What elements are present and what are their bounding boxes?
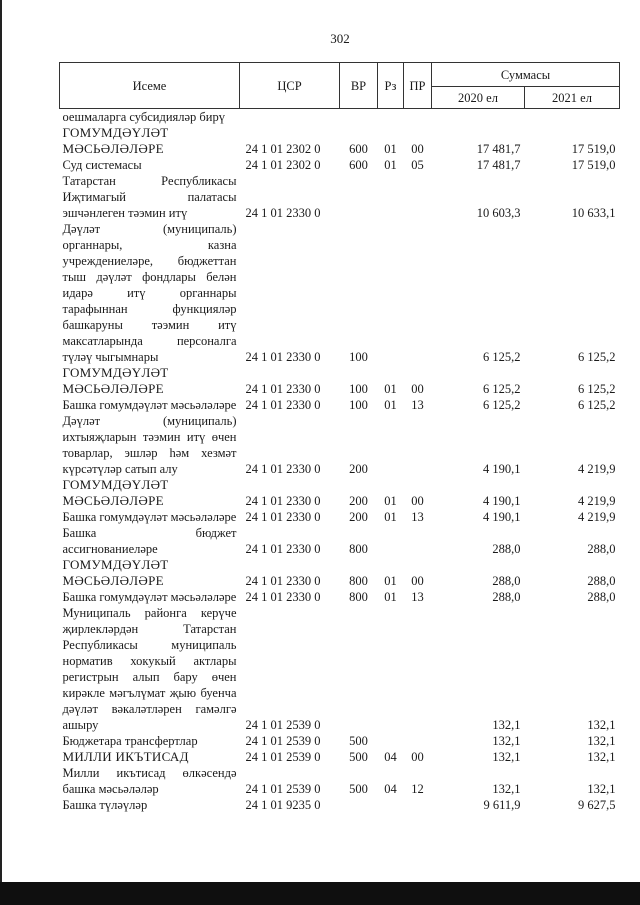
cell-y2021: 6 125,2 [578,382,616,396]
cell-name: Башка гомумдәүләт мәсьәләләре [62,590,237,604]
table-body [60,109,620,814]
cell-vr [340,173,378,221]
cell-pr: 13 [411,510,424,524]
cell-y2020: 288,0 [492,574,521,588]
cell-pr [404,733,432,749]
cell-rz: 01 [384,382,397,396]
cell-name: ГОМУМДӘҮЛӘТ МӘСЬӘЛӘЛӘРЕ [62,557,169,588]
cell-y2020: 132,1 [492,782,521,796]
cell-csr: 24 1 01 2330 0 [245,590,321,604]
scan-bottom-bar [0,882,640,905]
cell-y2020: 4 190,1 [483,462,521,476]
cell-pr [404,221,432,365]
cell-csr: 24 1 01 2330 0 [245,542,321,556]
table-row [60,765,620,797]
cell-pr: 00 [411,382,424,396]
cell-vr: 200 [349,462,368,476]
cell-csr: 24 1 01 9235 0 [245,798,321,812]
cell-pr: 12 [411,782,424,796]
cell-pr [404,109,432,126]
cell-vr: 500 [349,750,368,764]
cell-name: Милли икътисад өлкәсендә башка мәсьәләләр [62,766,237,796]
cell-y2021: 6 125,2 [578,350,616,364]
table-row [60,109,620,126]
cell-rz [378,605,404,733]
cell-y2021: 4 219,9 [578,494,616,508]
table-row [60,157,620,173]
cell-y2021: 17 519,0 [571,158,616,172]
header-sums: Суммасы [432,63,620,87]
cell-csr: 24 1 01 2302 0 [245,158,321,172]
cell-y2021: 288,0 [587,542,616,556]
cell-y2021: 132,1 [587,782,616,796]
cell-vr: 800 [349,574,368,588]
cell-y2021: 10 633,1 [571,206,616,220]
cell-y2020: 6 125,2 [483,398,521,412]
cell-csr: 24 1 01 2539 0 [245,782,321,796]
table-row [60,365,620,397]
cell-name: Башка гомумдәүләт мәсьәләләре [62,510,237,524]
cell-pr: 00 [411,574,424,588]
table-row [60,749,620,765]
table-row [60,477,620,509]
cell-name: Дәүләт (муниципаль) ихтыяҗларын тәэмин итү өчен товарлар, эшләр һәм хезмәт күрсәтүләр сатып алу [62,414,237,476]
cell-vr: 100 [349,382,368,396]
cell-vr: 600 [349,142,368,156]
budget-table [59,62,620,813]
cell-rz [378,733,404,749]
cell-rz: 01 [384,398,397,412]
cell-vr: 800 [349,590,368,604]
cell-csr: 24 1 01 2539 0 [245,734,321,748]
cell-y2020: 6 125,2 [483,350,521,364]
table-row [60,125,620,157]
table-row [60,397,620,413]
cell-vr: 600 [349,158,368,172]
cell-vr: 200 [349,494,368,508]
cell-y2021: 132,1 [587,718,616,732]
table-row [60,173,620,221]
cell-rz: 01 [384,574,397,588]
cell-pr [404,525,432,557]
cell-csr: 24 1 01 2330 0 [245,398,321,412]
cell-rz [378,173,404,221]
cell-name: оешмаларга субсидияләр бирү [62,110,225,124]
cell-pr: 13 [411,590,424,604]
cell-rz: 04 [384,750,397,764]
cell-rz: 04 [384,782,397,796]
header-vr: ВР [340,63,378,109]
cell-name: Дәүләт (муниципаль) органнары, казна учреждениеләре, бюджеттан тыш дәүләт фондлары белән идарә итү органнары тарафыннан функцияләр башкаруны тәэмин итү максатларында персоналга түләү чыгымнары [62,222,237,364]
cell-csr: 24 1 01 2539 0 [245,750,321,764]
header-year-2020: 2020 ел [432,87,525,109]
cell-y2020: 9 611,9 [483,798,521,812]
cell-y2020: 10 603,3 [476,206,521,220]
cell-vr: 800 [349,542,368,556]
cell-vr [340,605,378,733]
cell-csr: 24 1 01 2330 0 [245,574,321,588]
cell-name: ГОМУМДӘҮЛӘТ МӘСЬӘЛӘЛӘРЕ [62,125,169,156]
cell-name: Башка гомумдәүләт мәсьәләләре [62,398,237,412]
cell-y2020: 288,0 [492,542,521,556]
cell-pr [404,413,432,477]
cell-y2020: 4 190,1 [483,494,521,508]
cell-name: Татарстан Республикасы Иҗтимагый палатасы эшчәнлеген тәэмин итү [62,174,237,220]
table-row [60,557,620,589]
cell-name: Башка түләүләр [62,798,148,812]
cell-csr: 24 1 01 2330 0 [245,510,321,524]
header-rz: Рз [378,63,404,109]
cell-y2020: 6 125,2 [483,382,521,396]
cell-vr: 100 [349,350,368,364]
cell-y2020: 132,1 [492,750,521,764]
table-row [60,525,620,557]
cell-csr: 24 1 01 2539 0 [245,718,321,732]
cell-y2021: 6 125,2 [578,398,616,412]
cell-rz: 01 [384,494,397,508]
cell-y2021: 4 219,9 [578,510,616,524]
header-name: Исеме [60,63,240,109]
table-row [60,413,620,477]
cell-csr: 24 1 01 2330 0 [245,494,321,508]
cell-rz: 01 [384,158,397,172]
cell-vr [340,797,378,813]
table-row [60,589,620,605]
cell-y2020: 288,0 [492,590,521,604]
table-row [60,221,620,365]
cell-csr: 24 1 01 2330 0 [245,462,321,476]
cell-csr: 24 1 01 2330 0 [245,206,321,220]
cell-vr: 500 [349,782,368,796]
table-row [60,797,620,813]
table-header [60,63,620,109]
cell-name: Суд системасы [62,158,142,172]
cell-rz [378,413,404,477]
cell-pr [404,797,432,813]
cell-csr [240,109,340,126]
cell-rz: 01 [384,142,397,156]
header-pr: ПР [404,63,432,109]
cell-pr: 05 [411,158,424,172]
cell-y2021 [525,109,620,126]
cell-csr: 24 1 01 2330 0 [245,382,321,396]
cell-y2020: 132,1 [492,734,521,748]
cell-vr: 100 [349,398,368,412]
cell-pr: 00 [411,750,424,764]
cell-name: Бюджетара трансфертлар [62,734,198,748]
table-row [60,509,620,525]
cell-y2020: 17 481,7 [476,142,521,156]
page-number: 302 [330,31,350,46]
cell-pr [404,605,432,733]
cell-csr: 24 1 01 2330 0 [245,350,321,364]
cell-pr: 00 [411,494,424,508]
scan-edge-line [0,0,2,882]
cell-name: Муниципаль районга керүче җирлекләрдән Татарстан Республикасы муниципаль норматив хокукый актлары регистрын алып бару өчен кирәкле мәгълүмат җыю буенча дәүләт вәкаләтләрен гамәлгә ашыру [62,606,237,732]
cell-name: МИЛЛИ ИКЪТИСАД [62,749,189,764]
cell-rz: 01 [384,510,397,524]
cell-pr: 00 [411,142,424,156]
cell-y2021: 4 219,9 [578,462,616,476]
cell-name: Башка бюджет ассигнованиеләре [62,526,237,556]
cell-y2021: 17 519,0 [571,142,616,156]
cell-name: ГОМУМДӘҮЛӘТ МӘСЬӘЛӘЛӘРЕ [62,365,169,396]
cell-y2021: 9 627,5 [578,798,616,812]
table-row [60,733,620,749]
cell-rz [378,221,404,365]
cell-name: ГОМУМДӘҮЛӘТ МӘСЬӘЛӘЛӘРЕ [62,477,169,508]
cell-y2021: 132,1 [587,750,616,764]
cell-y2021: 288,0 [587,590,616,604]
cell-y2021: 132,1 [587,734,616,748]
cell-rz [378,525,404,557]
cell-rz [378,109,404,126]
table-row [60,605,620,733]
cell-y2020 [432,109,525,126]
cell-rz: 01 [384,590,397,604]
header-csr: ЦСР [240,63,340,109]
cell-y2020: 4 190,1 [483,510,521,524]
cell-vr [340,109,378,126]
cell-pr [404,173,432,221]
cell-rz [378,797,404,813]
cell-y2020: 17 481,7 [476,158,521,172]
cell-csr: 24 1 01 2302 0 [245,142,321,156]
cell-vr: 500 [349,734,368,748]
header-year-2021: 2021 ел [525,87,620,109]
cell-vr: 200 [349,510,368,524]
cell-y2021: 288,0 [587,574,616,588]
cell-pr: 13 [411,398,424,412]
cell-y2020: 132,1 [492,718,521,732]
